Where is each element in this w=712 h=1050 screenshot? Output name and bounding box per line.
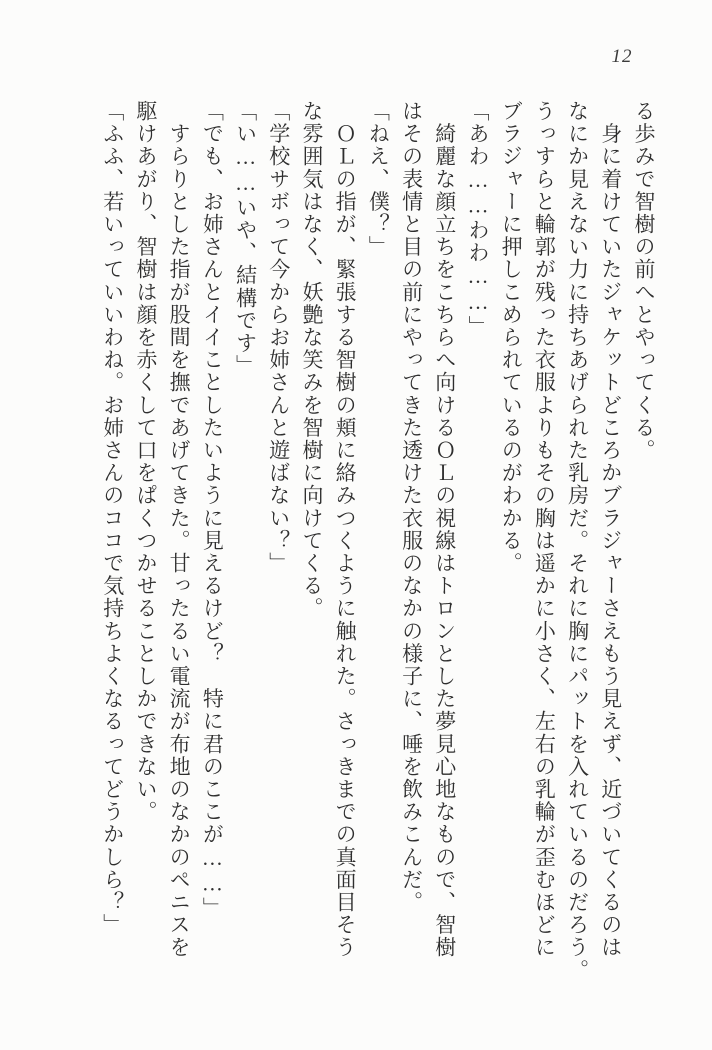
text-line: 駆けあがり、智樹は顔を赤くして口をぱくつかせることしかできない。 <box>133 100 158 824</box>
text-line: なにか見えない力に持ちあげられた乳房だ。それに胸にパットを入れているのだろう。 <box>565 100 590 982</box>
text-line: はその表情と目の前にやってきた透けた衣服のなかの様子に、唾を飲みこんだ。 <box>399 100 424 914</box>
text-line: ブラジャーに押しこめられているのがわかる。 <box>499 100 524 575</box>
text-line: 綺麗な顔立ちをこちらへ向けるＯＬの視線はトロンとした夢見心地なもので、智樹 <box>432 100 457 959</box>
text-line: 「でも、お姉さんとイイことしたいように見えるけど？ 特に君のここが……」 <box>200 100 225 920</box>
text-line: すらりとした指が股間を撫であげてきた。甘ったるい電流が布地のなかのペニスを <box>167 100 192 959</box>
text-line: 身に着けていたジャケットどころかブラジャーさえもう見えず、近づいてくるのは <box>598 100 623 959</box>
page-number: 12 <box>611 46 633 67</box>
text-line: うっすらと輪郭が残った衣服よりもその胸は遥かに小さく、左右の乳輪が歪むほどに <box>532 100 557 959</box>
page-text-block <box>96 100 660 988</box>
text-line: な雰囲気はなく、妖艶な笑みを智樹に向けてくる。 <box>299 100 324 620</box>
text-line: る歩みで智樹の前へとやってくる。 <box>632 100 656 462</box>
text-line: 「学校サボって今からお姉さんと遊ばない？」 <box>266 100 291 575</box>
text-line: 「い……いや、結構です」 <box>233 100 258 378</box>
text-line: 「あわ……わわ……」 <box>465 100 490 338</box>
text-line: ＯＬの指が、緊張する智樹の頬に絡みつくように触れた。さっきまでの真面目そう <box>333 100 358 959</box>
text-line: 「ねえ、僕？」 <box>366 100 391 259</box>
text-line: 「ふふ、若いっていいわね。お姉さんのココで気持ちよくなるってどうかしら？」 <box>100 100 125 937</box>
